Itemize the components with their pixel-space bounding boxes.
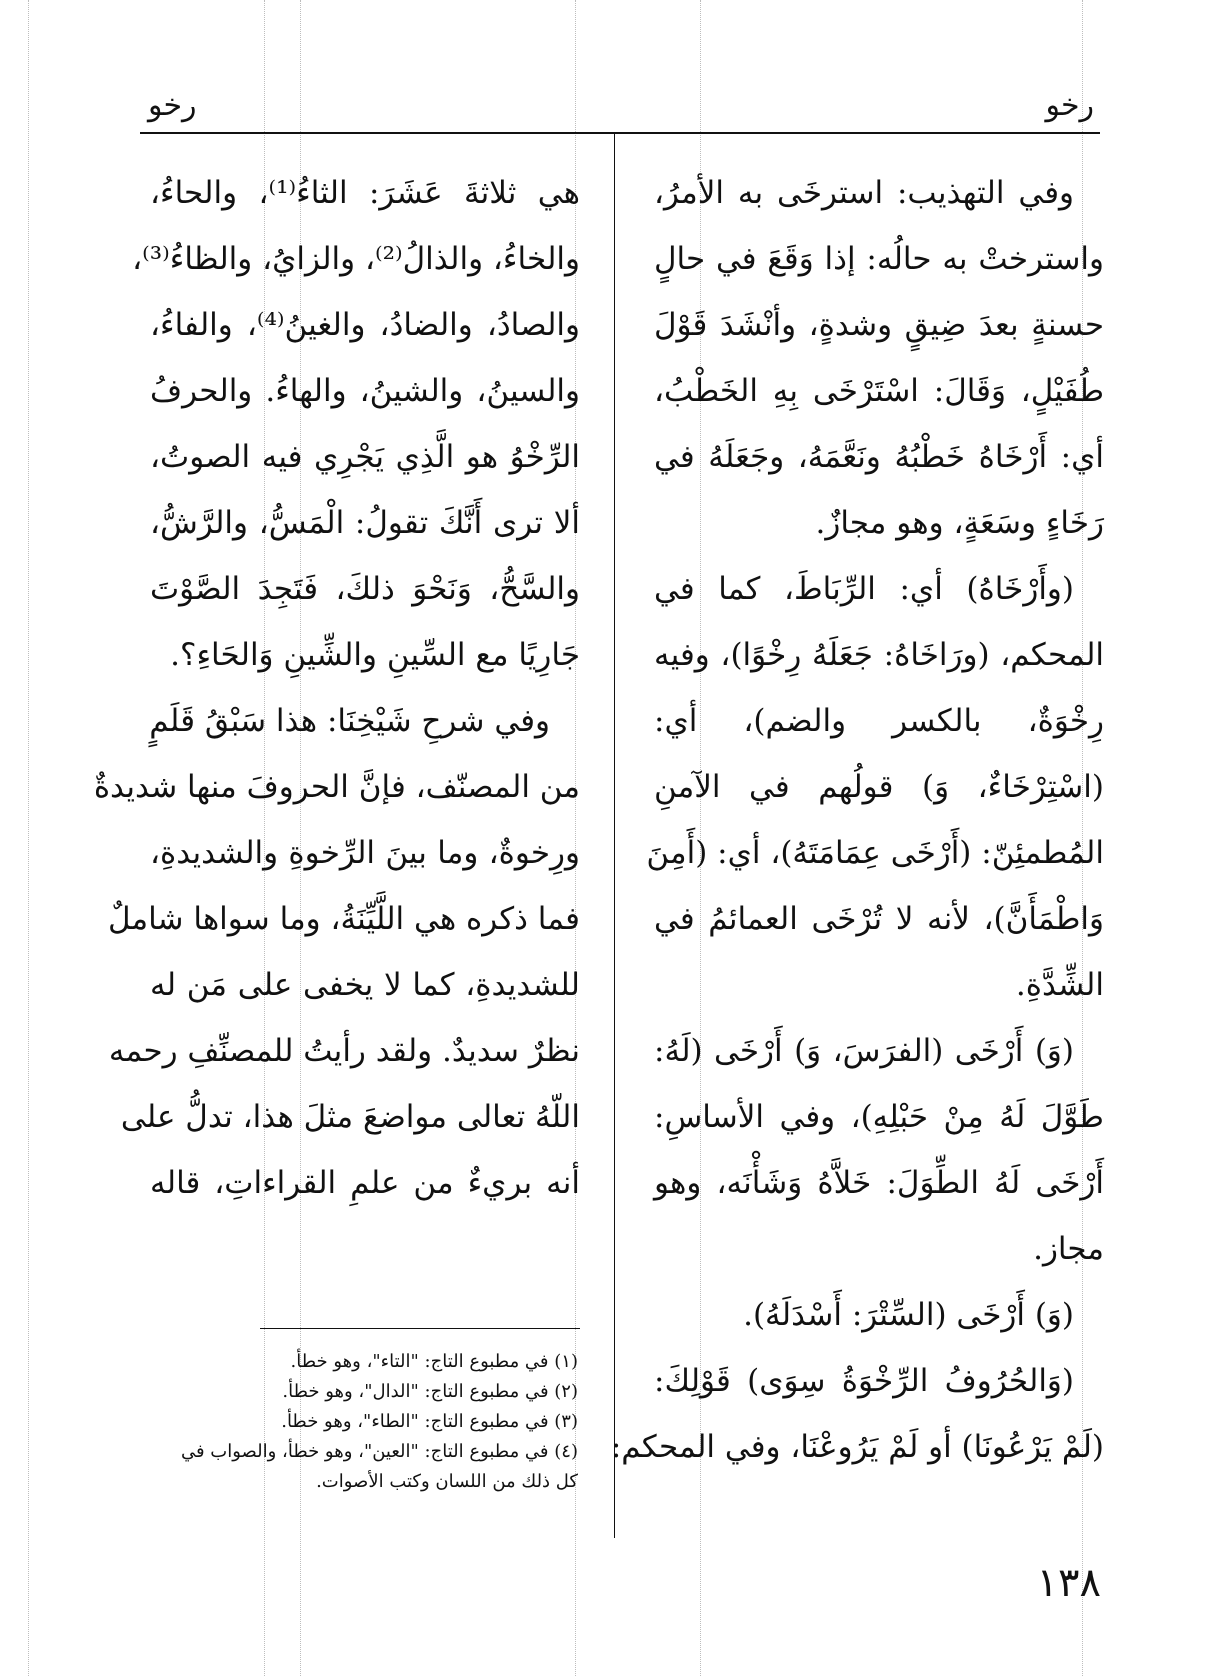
footnote: كل ذلك من اللسان وكتب الأصوات.	[316, 1471, 578, 1492]
text-line: من المصنّف، فإنَّ الحروفَ منها شديدةٌ	[93, 769, 580, 805]
text-line: للشديدةِ، كما لا يخفى على مَن له	[150, 967, 580, 1003]
text-line: أي: أَرْخَاهُ خَطْبُهُ ونَعَّمَهُ، وجَعَلَهُ في	[654, 439, 1104, 475]
text-line: الشِّدَّةِ.	[1015, 967, 1104, 1003]
text-line: وفي التهذيب: استرخَى به الأمرُ،	[654, 175, 1074, 211]
footnote: (٣) في مطبوع التاج: "الطاء"، وهو خطأ.	[281, 1411, 578, 1432]
text-line: حسنةٍ بعدَ ضِيقٍ وشدةٍ، وأنْشَدَ قَوْلَ	[654, 307, 1104, 343]
column-divider	[614, 133, 615, 1538]
running-head-right: رخو	[1045, 88, 1094, 123]
text-line: (لَمْ يَرْعُونَا) أو لَمْ يَرُوعْنَا، وفي المحكم:	[610, 1429, 1104, 1465]
text-line: الرِّخْوُ هو الَّذِي يَجْرِي فيه الصوتُ،	[150, 439, 580, 475]
text-line: والسَّحُّ، وَنَحْوَ ذلكَ، فَتَجِدَ الصَّوْتَ	[150, 571, 580, 607]
text-line: (وَالحُرُوفُ الرِّخْوَةُ سِوَى) قَوْلِكَ:	[654, 1363, 1074, 1399]
footnote: (١) في مطبوع التاج: "التاء"، وهو خطأ.	[290, 1351, 578, 1372]
text-line: فما ذكره هي اللَّيِّنَةُ، وما سواها شاملٌ	[108, 901, 580, 937]
text-line: المُطمئِنّ: (أَرْخَى عِمَامَتَهُ)، أي: (أَمِنَ	[646, 835, 1104, 871]
text-line: رَخَاءٍ وسَعَةٍ، وهو مجازٌ.	[815, 505, 1104, 541]
text-line: والصادُ، والضادُ، والغينُ⁽⁴⁾، والفاءُ،	[150, 307, 580, 343]
text-line: وَاطْمَأَنَّ)، لأنه لا تُرْخَى العمائمُ في	[654, 901, 1104, 937]
running-head-left: رخو	[148, 88, 197, 123]
text-line: طَوَّلَ لَهُ مِنْ حَبْلِهِ)، وفي الأساسِ:	[654, 1099, 1104, 1135]
text-line: رِخْوَةٌ، بالكسر والضم)، أي:	[654, 703, 1104, 739]
scan-guide-line	[28, 0, 29, 1676]
text-line: واسترختْ به حالُه: إذا وَقَعَ في حالٍ	[654, 241, 1104, 277]
footnotes	[148, 1347, 578, 1497]
text-line: والخاءُ، والذالُ⁽²⁾، والزايُ، والظاءُ⁽³⁾،	[132, 241, 580, 277]
text-line: والسينُ، والشينُ، والهاءُ. والحرفُ	[150, 373, 580, 409]
page-header	[140, 72, 1100, 134]
text-line: (وأَرْخَاهُ) أي: الرِّبَاطَ، كما في	[654, 571, 1074, 607]
text-line: هي ثلاثةَ عَشَرَ: الثاءُ⁽¹⁾، والحاءُ،	[150, 175, 580, 211]
footnote: (٤) في مطبوع التاج: "العين"، وهو خطأ، والصواب في	[180, 1441, 578, 1462]
text-line: نظرٌ سديدٌ. ولقد رأيتُ للمصنِّفِ رحمه	[108, 1033, 580, 1069]
text-line: ألا ترى أَنَّكَ تقولُ: الْمَسُّ، والرَّشُّ،	[150, 505, 580, 541]
footnote-divider	[260, 1328, 580, 1329]
text-line: أَرْخَى لَهُ الطِّوَلَ: خَلاَّهُ وَشَأْنَه، وهو	[654, 1165, 1104, 1201]
text-line: اللّهُ تعالى مواضعَ مثلَ هذا، تدلُّ على	[120, 1099, 580, 1135]
footnote: (٢) في مطبوع التاج: "الدال"، وهو خطأ.	[282, 1381, 578, 1402]
right-text-column	[610, 160, 1104, 1480]
text-line: وفي شرحِ شَيْخِنَا: هذا سَبْقُ قَلَمٍ	[149, 703, 550, 739]
text-line: جَارِيًا مع السِّينِ والشِّينِ وَالحَاءِ؟.	[170, 637, 580, 673]
text-line: (وَ) أَرْخَى (السِّتْرَ: أَسْدَلَهُ).	[743, 1297, 1074, 1333]
text-line: أنه بريءٌ من علمِ القراءاتِ، قاله	[150, 1165, 580, 1201]
text-line: المحكم، (ورَاخَاهُ: جَعَلَهُ رِخْوًا)، وفيه	[654, 637, 1104, 673]
page-number: ١٣٨	[1036, 1560, 1101, 1606]
left-text-column	[93, 160, 580, 1216]
text-line: ورِخوةٌ، وما بينَ الرِّخوةِ والشديدةِ،	[150, 835, 580, 871]
text-line: (وَ) أَرْخَى (الفرَسَ، وَ) أَرْخَى (لَهُ:	[654, 1033, 1074, 1069]
text-line: (اسْتِرْخَاءٌ، وَ) قولُهم في الآمنِ	[654, 769, 1104, 805]
text-line: مجاز.	[1033, 1231, 1104, 1267]
text-line: طُفَيْلٍ، وَقَالَ: اسْتَرْخَى بِهِ الخَطْبُ،	[654, 373, 1104, 409]
